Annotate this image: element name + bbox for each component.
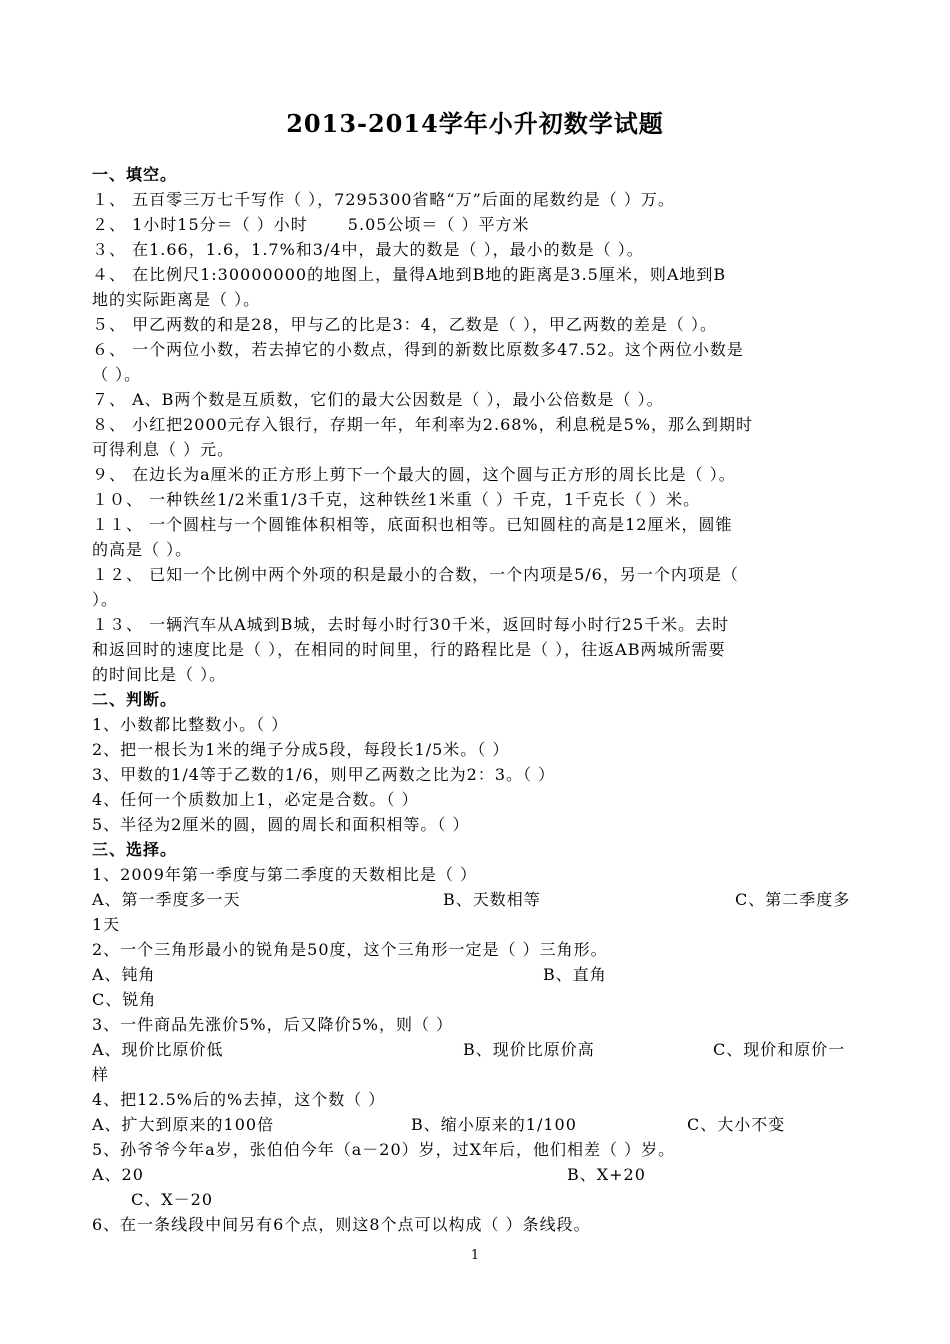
choice-option: B、X+20 [567, 1165, 646, 1184]
fill-line: ８、 小红把2000元存入银行，存期一年，年利率为2.68%，利息税是5%，那么到期时 [92, 415, 754, 434]
fill-line: ６、 一个两位小数，若去掉它的小数点，得到的新数比原数多47.52。这个两位小数是 [92, 340, 744, 359]
choice-option: A、第一季度多一天 [92, 890, 241, 909]
choice-option: B、天数相等 [443, 890, 541, 909]
judge-line: 2、把一根长为1米的绳子分成5段，每段长1/5米。（ ） [92, 740, 510, 759]
choice-option: B、缩小原来的1/100 [411, 1115, 577, 1134]
fill-line: ５、 甲乙两数的和是28，甲与乙的比是3：4，乙数是（ ），甲乙两数的差是（ ）。 [92, 315, 717, 334]
fill-line: １３、 一辆汽车从A城到B城，去时每小时行30千米，返回时每小时行25千米。去时 [92, 615, 730, 634]
fill-line: １、 五百零三万七千写作（ ），7295300省略“万”后面的尾数约是（ ）万。 [92, 190, 675, 209]
choice-option: B、直角 [543, 965, 607, 984]
fill-line: ３、 在1.66，1.6，1.7%和3/4中，最大的数是（ ），最小的数是（ ）。 [92, 240, 644, 259]
fill-line: ４、 在比例尺1:30000000的地图上，量得A地到B地的距离是3.5厘米，则A地到B [92, 265, 727, 284]
page-title: 2013-2014学年小升初数学试题 [286, 109, 664, 138]
fill-line: ）。 [92, 590, 119, 609]
fill-line: ２、 1小时15分＝（ ）小时 5.05公顷＝（ ）平方米 [92, 215, 530, 234]
fill-line: １１、 一个圆柱与一个圆锥体积相等，底面积也相等。已知圆柱的高是12厘米，圆锥 [92, 515, 733, 534]
judge-line: 4、任何一个质数加上1，必定是合数。（ ） [92, 790, 419, 809]
fill-line: 的高是（ ）。 [92, 540, 193, 559]
choice-option: A、扩大到原来的100倍 [92, 1115, 275, 1134]
fill-line: ７、 A、B两个数是互质数，它们的最大公因数是（ ），最小公倍数是（ ）。 [92, 390, 664, 409]
section-heading-choice: 三、选择。 [92, 840, 178, 859]
section-heading-fill: 一、填空。 [92, 165, 178, 184]
judge-line: 5、半径为2厘米的圆，圆的周长和面积相等。（ ） [92, 815, 470, 834]
choice-question: 5、孙爷爷今年a岁，张伯伯今年（a－20）岁，过X年后，他们相差（ ）岁。 [92, 1140, 676, 1159]
choice-question: 6、在一条线段中间另有6个点，则这8个点可以构成（ ）条线段。 [92, 1215, 591, 1234]
choice-question: 1、2009年第一季度与第二季度的天数相比是（ ） [92, 865, 477, 884]
choice-question: 2、一个三角形最小的锐角是50度，这个三角形一定是（ ）三角形。 [92, 940, 608, 959]
choice-option: B、现价比原价高 [463, 1040, 595, 1059]
fill-line: 地的实际距离是（ ）。 [92, 290, 261, 309]
choice-option: C、锐角 [92, 990, 157, 1009]
fill-line: 的时间比是（ ）。 [92, 665, 227, 684]
section-heading-judge: 二、判断。 [92, 690, 178, 709]
fill-line: 可得利息（ ）元。 [92, 440, 235, 459]
fill-line: （ ）。 [92, 365, 142, 384]
judge-line: 3、甲数的1/4等于乙数的1/6，则甲乙两数之比为2：3。（ ） [92, 765, 556, 784]
choice-option: C、现价和原价一 [713, 1040, 846, 1059]
choice-option: A、现价比原价低 [92, 1040, 224, 1059]
fill-line: ９、 在边长为a厘米的正方形上剪下一个最大的圆，这个圆与正方形的周长比是（ ）。 [92, 465, 736, 484]
page-number: 1 [470, 1248, 480, 1263]
choice-question: 3、一件商品先涨价5%，后又降价5%，则（ ） [92, 1015, 454, 1034]
judge-line: 1、小数都比整数小。（ ） [92, 715, 289, 734]
fill-line: 和返回时的速度比是（ ），在相同的时间里，行的路程比是（ ），往返AB两城所需要 [92, 640, 726, 659]
choice-option: C、X－20 [131, 1190, 213, 1209]
fill-line: １０、 一种铁丝1/2米重1/3千克，这种铁丝1米重（ ）千克，1千克长（ ）米。 [92, 490, 701, 509]
choice-option-continuation: 1天 [92, 915, 121, 934]
choice-option: C、大小不变 [687, 1115, 786, 1134]
choice-option: A、20 [92, 1165, 144, 1184]
choice-question: 4、把12.5%后的%去掉，这个数（ ） [92, 1090, 386, 1109]
choice-option-continuation: 样 [92, 1065, 110, 1084]
fill-line: １２、 已知一个比例中两个外项的积是最小的合数，一个内项是5/6，另一个内项是（ [92, 565, 739, 584]
choice-option: C、第二季度多 [735, 890, 851, 909]
choice-option: A、钝角 [92, 965, 156, 984]
